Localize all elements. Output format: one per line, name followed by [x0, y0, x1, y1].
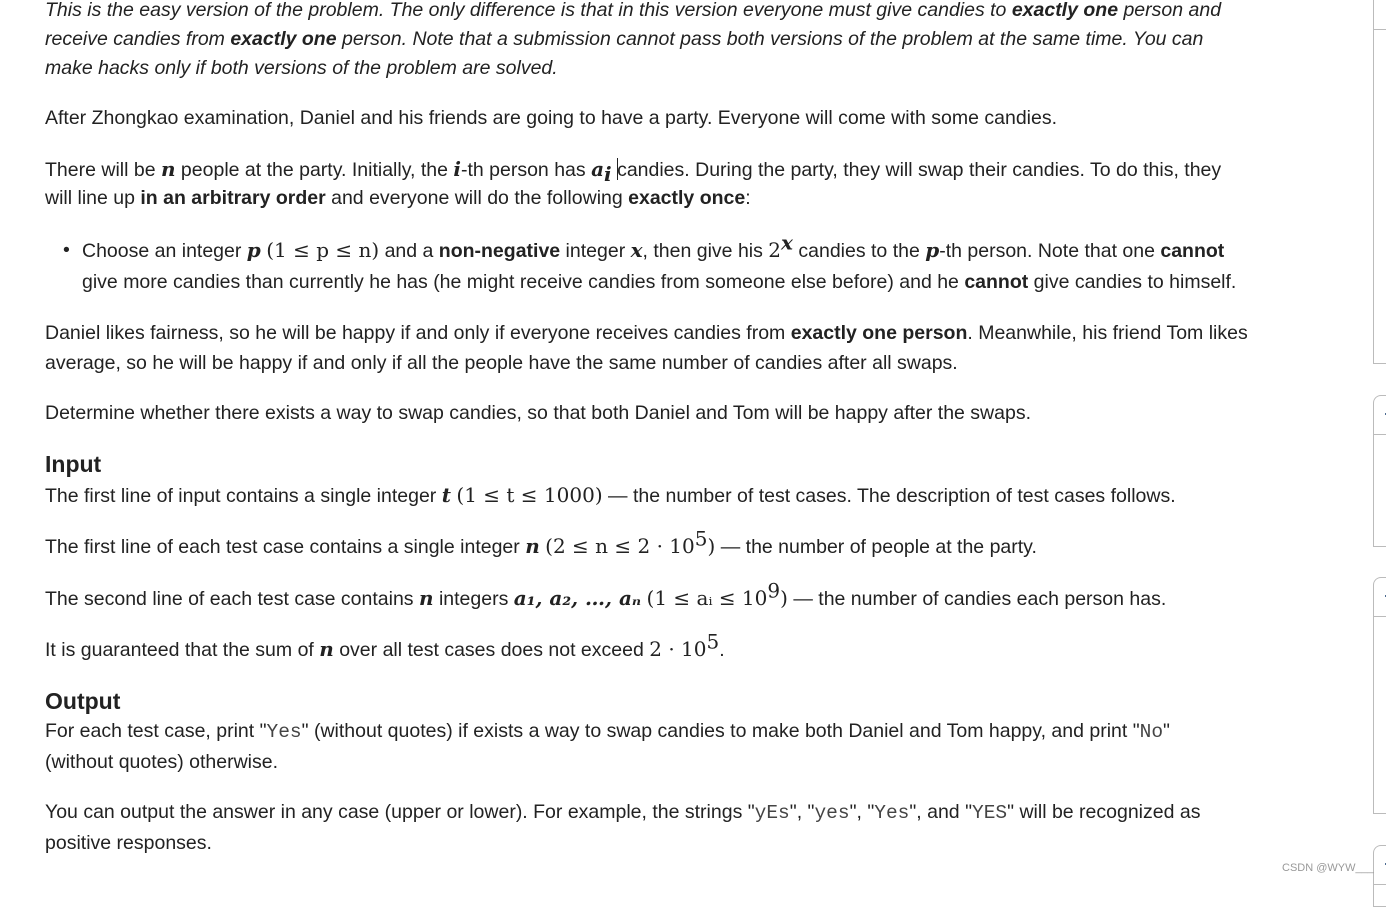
version-note-line-2: receive candies from exactly one person. Note that a submission cannot pass both versions of the problem at the same time. You can — [45, 28, 1204, 50]
rule-line-1: Choose an integer p (1 ≤ p ≤ n) and a non-negative integer x, then give his 2$^x$ candies to the p-th person. Note that one cannot — [82, 230, 1225, 262]
input-heading: Input — [45, 451, 102, 477]
setup-paragraph-line-1: There will be n people at the party. Initially, the i-th person has $a_i$ candies. During the party, they will swap their candies. To do this, they — [45, 157, 1222, 186]
bullet: • — [63, 239, 70, 261]
sidebar-panel-1[interactable] — [1373, 0, 1386, 364]
setup-paragraph-line-2: will line up in an arbitrary order and everyone will do the following exactly once: — [45, 187, 751, 209]
output-heading: Output — [45, 688, 121, 714]
sidebar-panel-3[interactable] — [1373, 577, 1386, 814]
rule-line-2: give more candies than currently he has (he might receive candies from someone else before) and he cannot give candies to himself. — [82, 271, 1237, 293]
version-note-line-1: This is the easy version of the problem. The only difference is that in this version everyone must give candies to exactly one person and — [45, 0, 1222, 21]
fairness-paragraph-line-2: average, so he will be happy if and only if all the people have the same number of candies after all swaps. — [45, 352, 958, 374]
intro-paragraph: After Zhongkao examination, Daniel and his friends are going to have a party. Everyone will come with some candies. — [45, 107, 1058, 129]
fairness-paragraph-line-1: Daniel likes fairness, so he will be happy if and only if everyone receives candies from exactly one person. Meanwhile, his friend Tom likes — [45, 322, 1248, 344]
input-line-1: The first line of input contains a single integer t (1 ≤ t ≤ 1000) — the number of test cases. The description of test cases follows. — [45, 483, 1176, 507]
input-line-3: The second line of each test case contains n integers a₁, a₂, …, aₙ (1 ≤ aᵢ ≤ $10^9$) — the number of candies each person has. — [45, 578, 1167, 610]
version-note-line-3: make hacks only if both versions of the problem are solved. — [45, 57, 558, 79]
input-line-4: It is guaranteed that the sum of n over all test cases does not exceed $2 \cdot 10^5$. — [45, 629, 725, 661]
output-line-4: positive responses. — [45, 832, 212, 854]
task-paragraph: Determine whether there exists a way to swap candies, so that both Daniel and Tom will be happy after the swaps. — [45, 402, 1031, 424]
watermark: CSDN @WYW___ — [1282, 862, 1374, 874]
output-line-3: You can output the answer in any case (upper or lower). For example, the strings "yEs", "yes", "Yes", and "YES" will be recognized as — [45, 801, 1201, 824]
input-line-2: The first line of each test case contains a single integer n $(2 \le n \le 2 \cdot 10^5)$ — the number of people at the party. — [45, 526, 1037, 558]
output-line-2: (without quotes) otherwise. — [45, 751, 279, 773]
output-line-1: For each test case, print "Yes" (without quotes) if exists a way to swap candies to make both Daniel and Tom happy, and print "No" — [45, 720, 1170, 743]
sidebar-panel-4[interactable] — [1373, 845, 1386, 907]
sidebar-panel-2[interactable] — [1373, 395, 1386, 547]
